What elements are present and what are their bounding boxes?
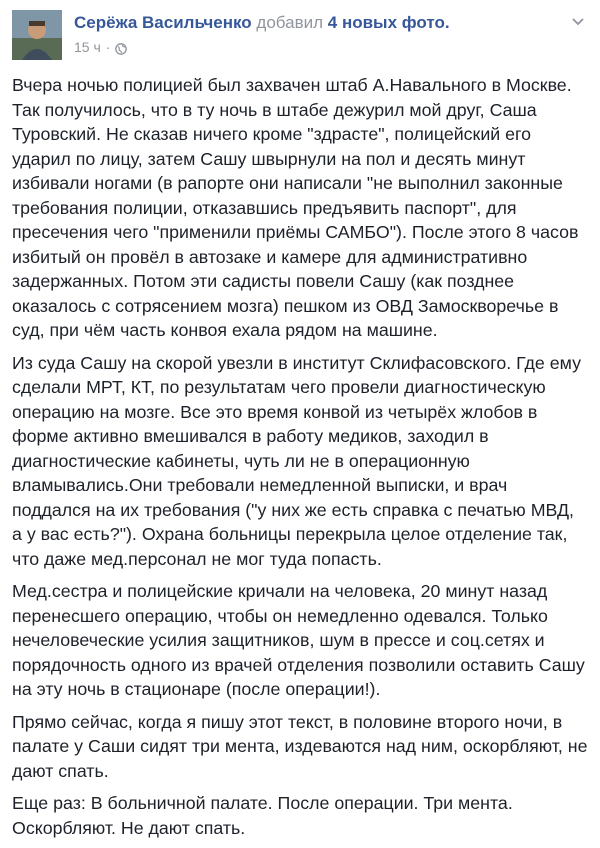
avatar-image	[12, 10, 62, 60]
author-name[interactable]: Серёжа Васильченко	[74, 13, 252, 32]
byline	[74, 12, 450, 34]
post-text	[12, 73, 588, 848]
globe-icon[interactable]	[115, 41, 127, 53]
action-prefix: добавил	[256, 13, 324, 32]
avatar[interactable]	[12, 10, 62, 60]
paragraph: Мед.сестра и полицейские кричали на человека, 20 минут назад перенесшего операцию, чтобы он немедленно одевался. Только нечеловеческие усилия защитников, шум в прессе и соц.сетях и порядочность одного из врачей отделения позволили оставить Сашу на эту ночь в стационаре (после операции!).	[12, 581, 585, 699]
photos-link[interactable]: 4 новых фото.	[327, 13, 450, 32]
paragraph: Прямо сейчас, когда я пишу этот текст, в половине второго ночи, в палате у Саши сидят три мента, издеваются над ним, оскорбляют, не дают спать.	[12, 711, 588, 781]
post-action	[256, 13, 449, 32]
paragraph: Еще раз: В больничной палате. После операции. Три мента. Оскорбляют. Не дают спать.	[12, 793, 513, 838]
paragraph: Из суда Сашу на скорой увезли в институт Склифасовского. Где ему сделали МРТ, КТ, по результатам чего провели диагностическую операцию на мозге. Все это время конвой из четырёх жлобов в форме активно вмешивался в работу медиков, заходил в диагностические кабинеты, чуть ли не в операционную вламывались.Они требовали немедленной выписки, и врач поддался на их требования ("у них же есть справка с печатью МВД, а у вас есть?"). Охрана больницы перекрыла целое отделение так, что даже мед.персонал не мог туда попасть.	[12, 352, 581, 569]
post-header	[12, 10, 588, 60]
paragraph: Вчера ночью полицией был захвачен штаб А.Навального в Москве. Так получилось, что в ту ночь в штабе дежурил мой друг, Саша Туровский. Не сказав ничего кроме "здрасте", полицейский его ударил по лицу, затем Сашу швырнули на пол и десять минут избивали ногами (в рапорте они написали "не выполнил законные требования полиции, отказавшись предъявить паспорт", для пресечения чего "применили приёмы САМБО"). После этого 8 часов избитый он провёл в автозаке и камере для административно задержанных. Потом эти садисты повели Сашу (как позднее оказалось с сотрясением мозга) пешком из ОВД Замоскворечье в суд, при чём часть конвоя ехала рядом на машине.	[12, 75, 579, 340]
post-meta	[74, 38, 127, 56]
chevron-down-icon[interactable]	[568, 12, 588, 32]
separator-dot: ·	[105, 39, 111, 55]
timestamp[interactable]: 15 ч	[74, 39, 101, 55]
